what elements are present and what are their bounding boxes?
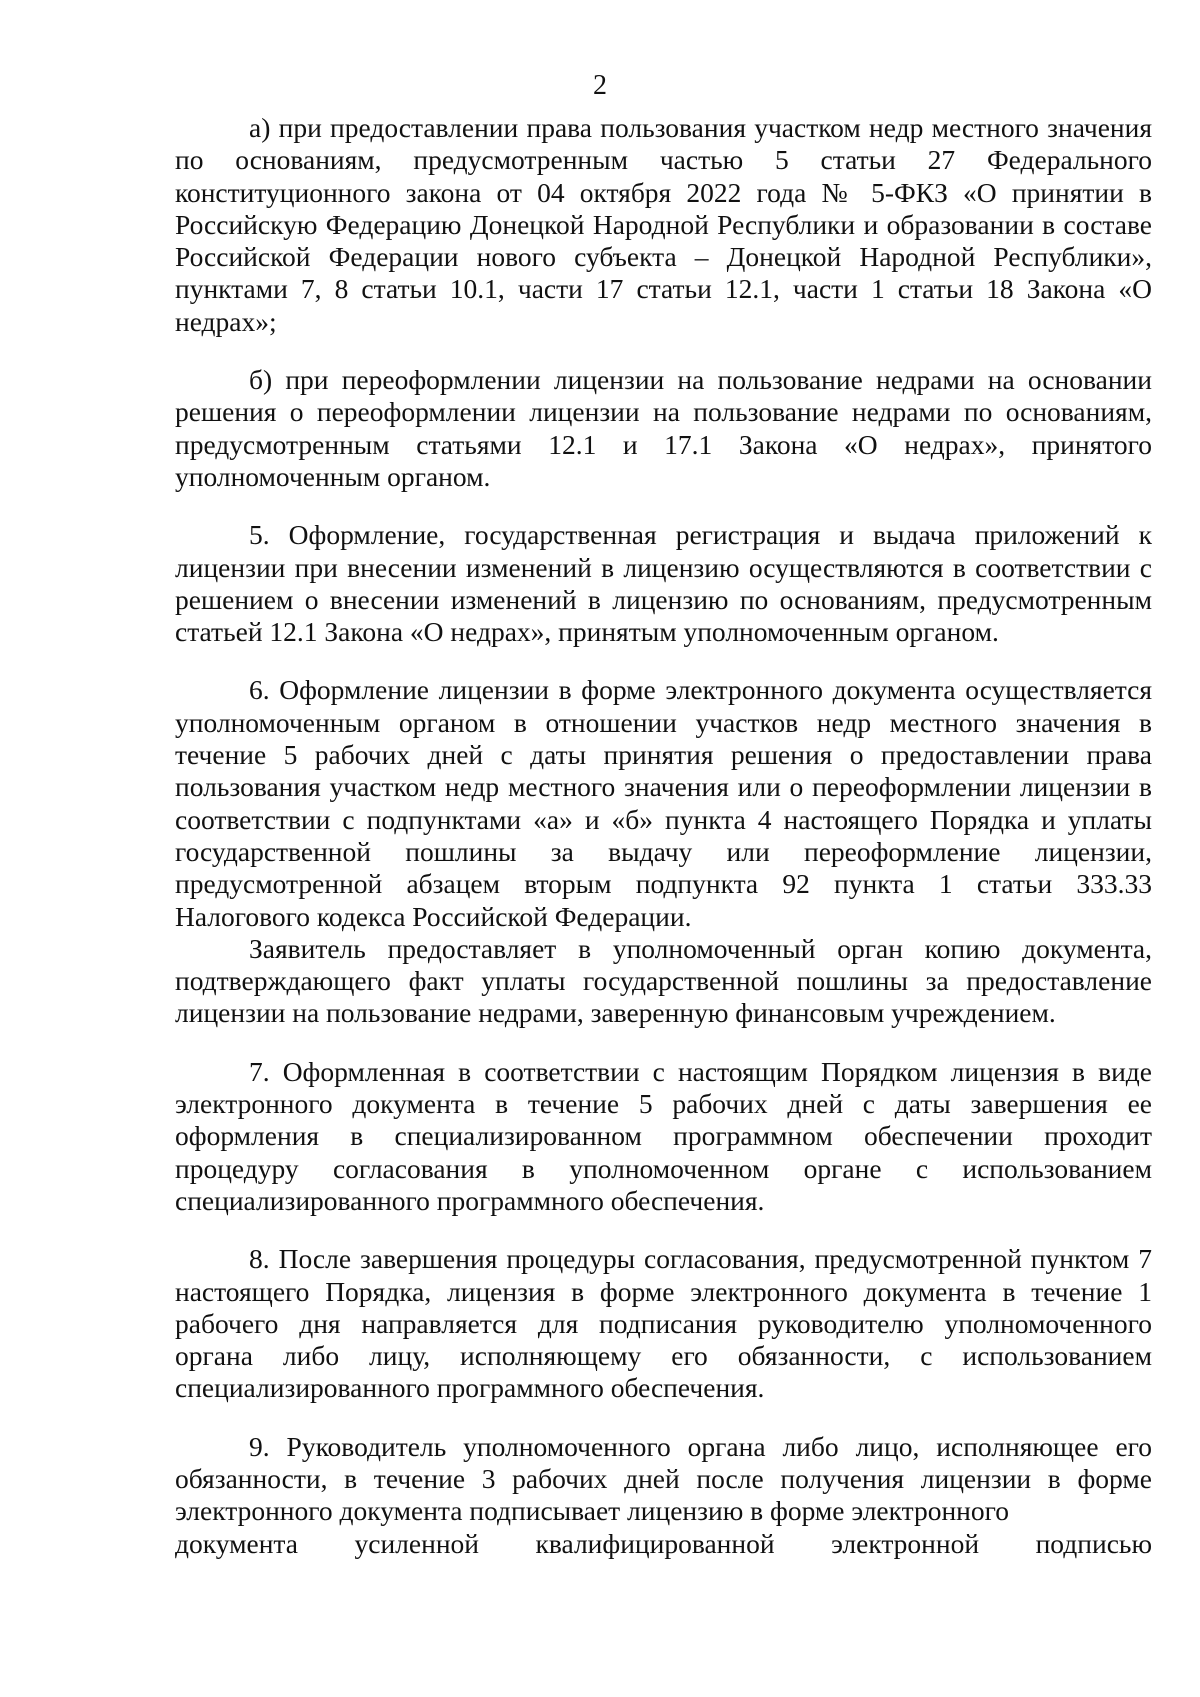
trailing-word: усиленной [354, 1527, 480, 1559]
paragraph-item-9-trailing-line [175, 1528, 1152, 1560]
paragraph-sub-b: б) при переоформлении лицензии на пользование недрами на основании решения о переоформлении лицензии на пользование недрами по основаниям, предусмотренным статьями 12.1 и 17.1 Закона «О недрах», принятого уполномоченным органом. [175, 364, 1152, 492]
trailing-word: квалифицированной [535, 1527, 775, 1559]
paragraph-sub-a: а) при предоставлении права пользования участком недр местного значения по основаниям, предусмотренным частью 5 статьи 27 Федерального конституционного закона от 04 октября 2022 года № 5-ФКЗ «О принятии в Российскую Федерацию Донецкой Народной Республики и образовании в составе Российской Федерации нового субъекта – Донецкой Народной Республики», пунктами 7, 8 статьи 10.1, части 17 статьи 12.1, части 1 статьи 18 Закона «О недрах»; [175, 112, 1152, 337]
paragraph-item-8: 8. После завершения процедуры согласования, предусмотренной пунктом 7 настоящего Порядка, лицензия в форме электронного документа в течение 1 рабочего дня направляется для подписания руководителю уполномоченного органа либо лицу, исполняющему его обязанности, с использованием специализированного программного обеспечения. [175, 1243, 1152, 1404]
paragraph-item-7: 7. Оформленная в соответствии с настоящим Порядком лицензия в виде электронного документа в течение 5 рабочих дней с даты завершения ее оформления в специализированном программном обеспечении проходит процедуру согласования в уполномоченном органе с использованием специализированного программного обеспечения. [175, 1055, 1152, 1216]
document-body [175, 112, 1152, 1560]
paragraph-item-6: 6. Оформление лицензии в форме электронного документа осуществляется уполномоченным органом в отношении участков недр местного значения в течение 5 рабочих дней с даты принятия решения о предоставлении права пользования участком недр местного значения или о переоформлении лицензии в соответствии с подпунктами «а» и «б» пункта 4 настоящего Порядка и уплаты государственной пошлины за выдачу или переоформление лицензии, предусмотренной абзацем вторым подпункта 92 пункта 1 статьи 333.33 Налогового кодекса Российской Федерации. [175, 674, 1152, 932]
trailing-word: электронной [831, 1527, 980, 1559]
trailing-word: документа [175, 1527, 298, 1559]
paragraph-item-9: 9. Руководитель уполномоченного органа либо лицо, исполняющее его обязанности, в течение 3 рабочих дней после получения лицензии в форме электронного документа подписывает лицензию в форме электронного [175, 1430, 1152, 1527]
paragraph-item-5: 5. Оформление, государственная регистрация и выдача приложений к лицензии при внесении изменений в лицензию осуществляются в соответствии с решением о внесении изменений в лицензию по основаниям, предусмотренным статьей 12.1 Закона «О недрах», принятым уполномоченным органом. [175, 519, 1152, 648]
paragraph-item-6-continuation: Заявитель предоставляет в уполномоченный орган копию документа, подтверждающего факт уплаты государственной пошлины за предоставление лицензии на пользование недрами, заверенную финансовым учреждением. [175, 932, 1152, 1029]
page-number: 2 [593, 70, 607, 101]
trailing-word: подписью [1035, 1527, 1152, 1559]
